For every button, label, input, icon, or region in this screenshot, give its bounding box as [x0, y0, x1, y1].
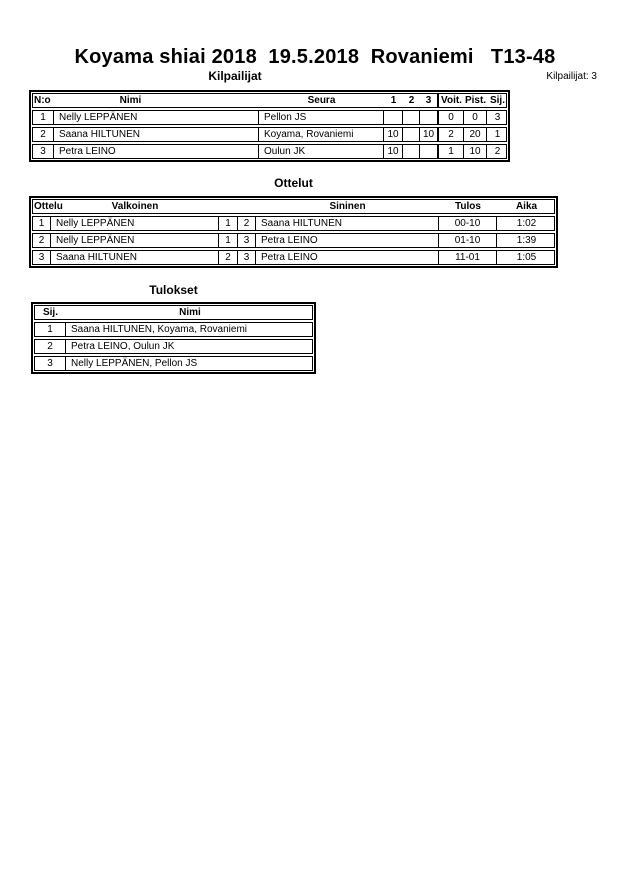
cell-seura: Pellon JS [259, 111, 384, 124]
cell-wnum: 1 [219, 217, 238, 230]
cell-match1: 10 [384, 128, 403, 141]
cell-pist: 10 [464, 145, 487, 158]
cell-valkoinen: Nelly LEPPÄNEN [51, 234, 219, 247]
kilpailijat-table-row [32, 110, 507, 125]
header-cell-valkoinen: Valkoinen [111, 201, 159, 212]
section-heading-kilpailijat: Kilpailijat [208, 69, 262, 83]
cell-wnum: 1 [219, 234, 238, 247]
header-cell-nimi [54, 94, 259, 107]
tulokset-table-row [34, 322, 313, 337]
cell-no: 3 [33, 145, 54, 158]
header-cell-ottelu: Ottelu [34, 201, 63, 212]
header-cell-voit: Voit. [441, 95, 462, 106]
cell-sij: 1 [494, 129, 501, 140]
cell-voit: 2 [439, 128, 464, 141]
cell-sininen: Saana HILTUNEN [256, 217, 439, 230]
cell-wnum: 2 [219, 251, 238, 264]
cell-seura: Oulun JK [259, 145, 384, 158]
tulokset-table-row [34, 339, 313, 354]
tulokset-table-header-row [34, 305, 313, 320]
header-cell-bnum [238, 200, 256, 213]
cell-match2 [403, 145, 420, 158]
header-cell-sininen: Sininen [329, 201, 366, 212]
cell-sininen: Petra LEINO [256, 234, 439, 247]
cell-match3: 10 [420, 128, 439, 141]
cell-bnum: 3 [238, 251, 256, 264]
cell-sij: 3 [494, 112, 501, 123]
cell-voit: 0 [439, 111, 464, 124]
cell-ottelu: 3 [33, 251, 51, 264]
cell-tulos: 11-01 [439, 251, 497, 264]
header-cell-wnum [219, 200, 238, 213]
cell-sij: 2 [494, 146, 501, 157]
cell-ottelu: 1 [33, 217, 51, 230]
cell-bnum: 3 [238, 234, 256, 247]
cell-pist: 20 [464, 128, 487, 141]
cell-sij: 3 [35, 357, 66, 370]
section-heading-ottelut: Ottelut [274, 176, 313, 190]
cell-valkoinen: Nelly LEPPÄNEN [51, 217, 219, 230]
cell-nimi: Nelly LEPPÄNEN [54, 111, 259, 124]
cell-nimi: Petra LEINO, Oulun JK [71, 341, 175, 352]
header-cell-sij: Sij. [489, 95, 505, 106]
cell-ottelu: 2 [33, 234, 51, 247]
cell-no: 1 [33, 111, 54, 124]
cell-valkoinen: Saana HILTUNEN [51, 251, 219, 264]
cell-sij: 2 [35, 340, 66, 353]
header-cell-tulos: Tulos [455, 201, 481, 212]
header-cell-match2: 2 [408, 95, 415, 106]
section-heading-tulokset: Tulokset [149, 283, 198, 297]
cell-tulos: 01-10 [439, 234, 497, 247]
ottelut-table [29, 196, 558, 268]
header-cell-match1: 1 [390, 95, 397, 106]
cell-nimi: Nelly LEPPÄNEN, Pellon JS [71, 358, 198, 369]
header-cell-nimi-label: Nimi [119, 95, 142, 106]
cell-aika: 1:02 [516, 218, 537, 229]
page-title: Koyama shiai 2018 19.5.2018 Rovaniemi T13-48 [74, 46, 556, 68]
kilpailijat-table [29, 90, 510, 162]
header-cell-sij: Sij. [42, 307, 58, 318]
cell-no: 2 [33, 128, 54, 141]
kilpailijat-table-row [32, 144, 507, 159]
cell-voit: 1 [439, 145, 464, 158]
cell-bnum: 2 [238, 217, 256, 230]
kilpailijat-table-row [32, 127, 507, 142]
ottelut-table-header-row [32, 199, 555, 214]
cell-aika: 1:39 [516, 235, 537, 246]
cell-pist: 0 [464, 111, 487, 124]
cell-match2 [403, 111, 420, 124]
ottelut-table-row [32, 216, 555, 231]
participants-count-label: Kilpailijat: 3 [546, 71, 597, 82]
ottelut-table-row [32, 233, 555, 248]
header-cell-match3: 3 [420, 94, 439, 107]
cell-nimi: Petra LEINO [54, 145, 259, 158]
cell-sij: 1 [35, 323, 66, 336]
header-cell-nimi: Nimi [179, 307, 201, 318]
cell-tulos: 00-10 [439, 217, 497, 230]
header-cell-pist: Pist. [464, 95, 487, 106]
cell-nimi: Saana HILTUNEN [54, 128, 259, 141]
header-cell-aika: Aika [515, 201, 538, 212]
cell-match3 [420, 145, 439, 158]
cell-match3 [420, 111, 439, 124]
cell-nimi: Saana HILTUNEN, Koyama, Rovaniemi [71, 324, 247, 335]
tulokset-table [31, 302, 316, 374]
cell-match1 [384, 111, 403, 124]
cell-match2 [403, 128, 420, 141]
kilpailijat-table-header-row [32, 93, 507, 108]
cell-aika: 1:05 [516, 252, 537, 263]
ottelut-table-row [32, 250, 555, 265]
tulokset-table-row [34, 356, 313, 371]
header-cell-no: N:o [34, 95, 51, 106]
header-cell-seura: Seura [307, 95, 336, 106]
cell-match1: 10 [384, 145, 403, 158]
cell-sininen: Petra LEINO [256, 251, 439, 264]
cell-seura: Koyama, Rovaniemi [259, 128, 384, 141]
